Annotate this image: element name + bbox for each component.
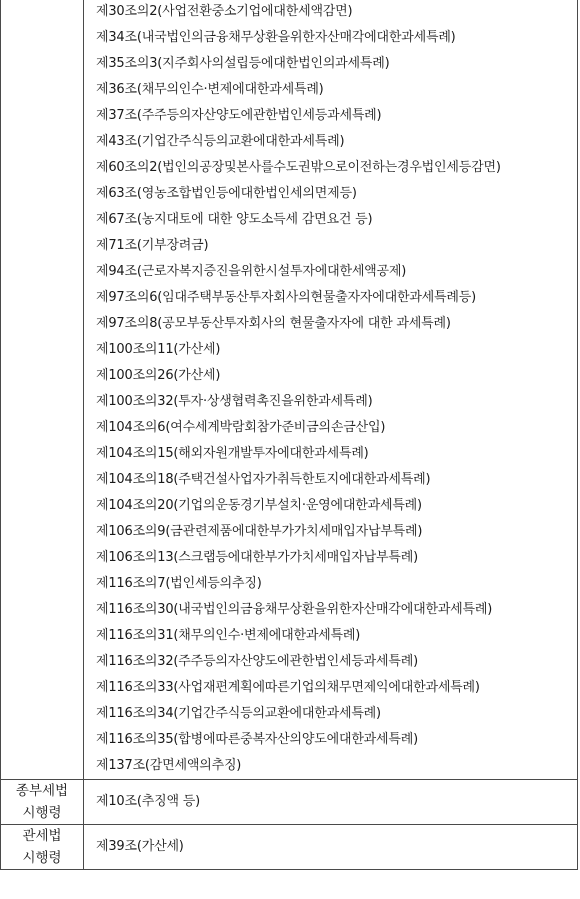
article-item: 제100조의11(가산세) — [96, 342, 221, 357]
article-item: 제116조의34(기업간주식등의교환에대한과세특례) — [96, 706, 381, 721]
article-item: 제39조(가산세) — [96, 839, 184, 854]
article-item: 제10조(추징액 등) — [96, 794, 200, 809]
article-item: 제116조의32(주주등의자산양도에관한법인세등과세특례) — [96, 654, 418, 669]
law-name-line: 종부세법 — [15, 783, 69, 799]
article-item: 제104조의20(기업의운동경기부설치·운영에대한과세특례) — [96, 498, 422, 513]
article-item: 제100조의32(투자·상생협력촉진을위한과세특례) — [96, 394, 373, 409]
article-item: 제104조의18(주택건설사업자가취득한토지에대한과세특례) — [96, 472, 431, 487]
article-item: 제35조의3(지주회사의설립등에대한법인의과세특례) — [96, 56, 390, 71]
law-name-cell — [1, 825, 84, 870]
article-item: 제60조의2(법인의공장및본사를수도권밖으로이전하는경우법인세등감면) — [96, 160, 501, 175]
law-name-cell — [1, 780, 84, 825]
article-item: 제100조의26(가산세) — [96, 368, 221, 383]
article-list-cell — [84, 780, 578, 825]
article-item: 제116조의33(사업재편계획에따른기업의채무면제익에대한과세특례) — [96, 680, 480, 695]
article-item: 제30조의2(사업전환중소기업에대한세액감면) — [96, 4, 353, 19]
article-item: 제43조(기업간주식등의교환에대한과세특례) — [96, 134, 345, 149]
table-body — [1, 0, 578, 870]
article-item: 제71조(기부장려금) — [96, 238, 209, 253]
article-item: 제67조(농지대토에 대한 양도소득세 감면요건 등) — [96, 212, 373, 227]
article-item: 제97조의6(임대주택부동산투자회사의현물출자자에대한과세특례등) — [96, 290, 476, 305]
article-list-cell — [84, 0, 578, 780]
article-item: 제34조(내국법인의금융채무상환을위한자산매각에대한과세특례) — [96, 30, 456, 45]
article-list-cell — [84, 825, 578, 870]
law-name-cell — [1, 0, 84, 780]
article-item: 제116조의30(내국법인의금융채무상환을위한자산매각에대한과세특례) — [96, 602, 493, 617]
article-item: 제36조(채무의인수·변제에대한과세특례) — [96, 82, 324, 97]
article-item: 제104조의15(해외자원개발투자에대한과세특례) — [96, 446, 369, 461]
article-item: 제116조의35(합병에따른중복자산의양도에대한과세특례) — [96, 732, 418, 747]
article-item: 제116조의7(법인세등의추징) — [96, 576, 262, 591]
article-item: 제37조(주주등의자산양도에관한법인세등과세특례) — [96, 108, 382, 123]
article-item: 제106조의13(스크랩등에대한부가가치세매입자납부특례) — [96, 550, 418, 565]
article-item: 제94조(근로자복지증진을위한시설투자에대한세액공제) — [96, 264, 407, 279]
table-row — [1, 825, 578, 870]
article-item: 제104조의6(여수세계박람회참가준비금의손금산입) — [96, 420, 386, 435]
article-item: 제116조의31(채무의인수·변제에대한과세특례) — [96, 628, 361, 643]
article-item: 제97조의8(공모부동산투자회사의 현물출자자에 대한 과세특례) — [96, 316, 451, 331]
law-name-line: 관세법 — [22, 828, 62, 844]
table-row — [1, 0, 578, 780]
article-item: 제137조(감면세액의추징) — [96, 758, 242, 773]
table-row — [1, 780, 578, 825]
article-item: 제63조(영농조합법인등에대한법인세의면제등) — [96, 186, 357, 201]
article-item: 제106조의9(금관련제품에대한부가가치세매입자납부특례) — [96, 524, 423, 539]
law-name-line: 시행령 — [22, 805, 62, 821]
law-name-line: 시행령 — [22, 850, 62, 866]
